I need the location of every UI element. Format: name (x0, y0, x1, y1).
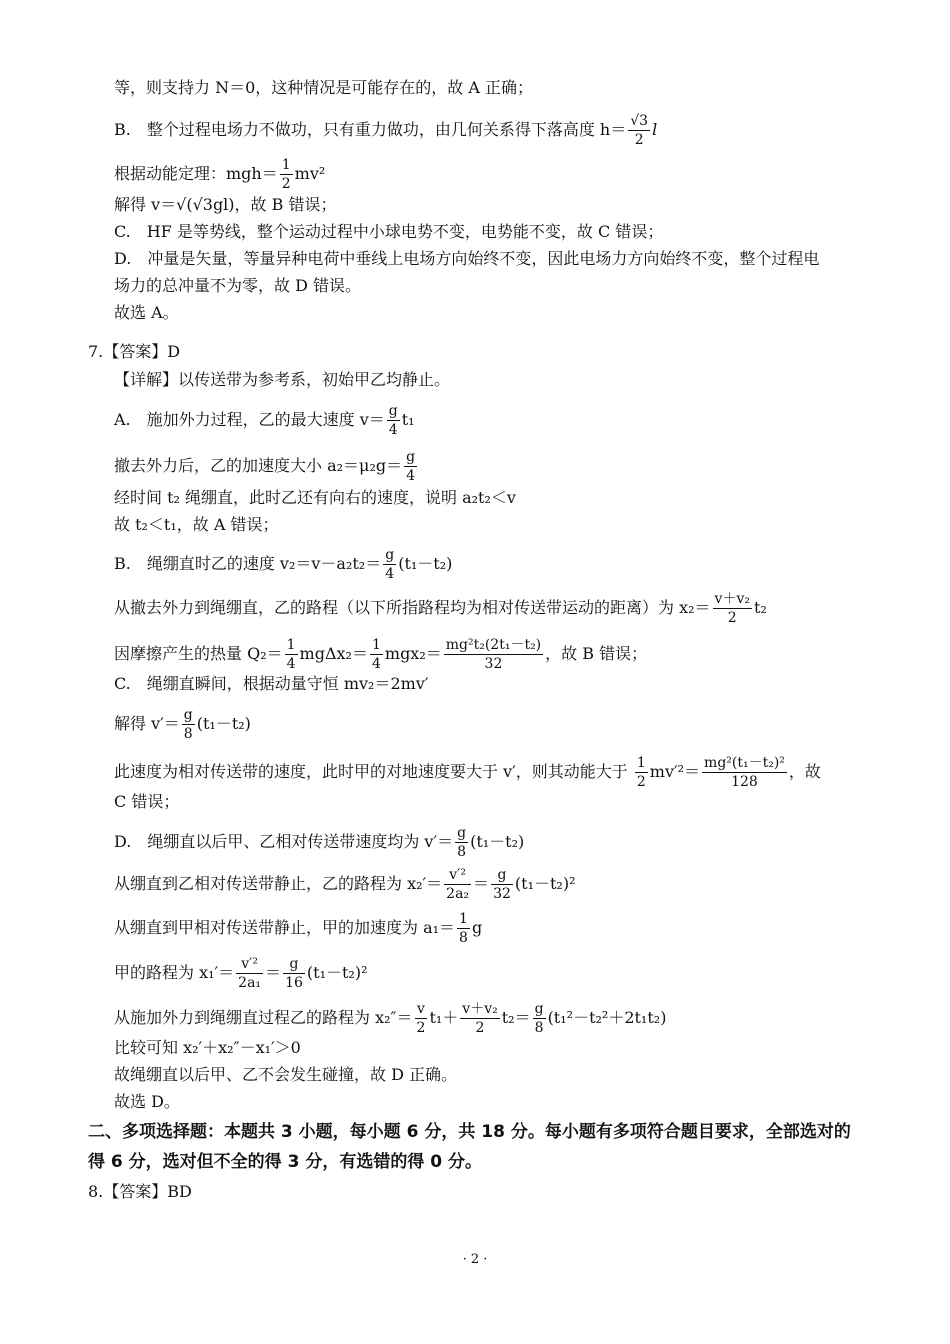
fraction: $\frac{\text{v＋v₂}}{2}$ (714, 591, 750, 626)
text-line: A. 施加外力过程，乙的最大速度 v＝ $\frac{g}{4}$ t₁ (114, 403, 415, 438)
text-line: 从绷直到乙相对传送带静止，乙的路程为 x₂′＝ $\frac{\text{v′²}}{\text{2a₂}}$ ＝ $\frac{g}{32}$ (t₁－t₂)² (114, 867, 576, 902)
text-line: D. 绳绷直以后甲、乙相对传送带速度均为 v′＝ $\frac{g}{8}$ (t₁－t₂) (114, 825, 525, 860)
text-line: 故 t₂＜t₁，故 A 错误； (114, 515, 279, 534)
fraction: $\frac{g}{32}$ (493, 867, 511, 902)
fraction: $\frac{g}{4}$ (388, 403, 398, 438)
fraction: $\frac{g}{4}$ (406, 449, 416, 484)
fraction: $\frac{g}{8}$ (183, 707, 193, 742)
fraction: $\frac{g}{8}$ (457, 825, 467, 860)
text-line: 故选 D。 (114, 1092, 180, 1111)
answer-heading: 7.【答案】D (88, 342, 181, 361)
fraction: $\frac{\text{mg²(t₁－t₂)²}}{128}$ (704, 755, 785, 790)
fraction: $\frac{g}{8}$ (534, 1001, 544, 1036)
text-line: 因摩擦产生的热量 Q₂＝ $\frac{1}{4}$ mgΔx₂＝ $\frac{1}{4}$ mgx₂＝ $\frac{\text{mg²t₂(2t₁－t₂)}}{32}$ ，故 B 错误； (114, 637, 648, 672)
text-line: 等，则支持力 N＝0，这种情况是可能存在的，故 A 正确； (114, 78, 533, 97)
fraction: $\frac{1}{8}$ (459, 911, 468, 946)
text-line: 从绷直到甲相对传送带静止，甲的加速度为 a₁＝ $\frac{1}{8}$ g (114, 911, 483, 946)
text-line: D. 冲量是矢量，等量异种电荷中垂线上电场方向始终不变，因此电场力方向始终不变，整个过程电 (114, 249, 820, 268)
text-line: 场力的总冲量不为零，故 D 错误。 (114, 276, 362, 295)
text-line: C 错误； (114, 792, 180, 811)
fraction: $\frac{√3}{2}$ (630, 113, 649, 148)
fraction: $\frac{1}{4}$ (286, 637, 296, 672)
text-line: 从撤去外力到绳绷直，乙的路程（以下所指路程均为相对传送带运动的距离）为 x₂＝ $\frac{\text{v＋v₂}}{2}$ t₂ (114, 591, 767, 626)
section-heading: 得 6 分，选对但不全的得 3 分，有选错的得 0 分。 (88, 1152, 482, 1172)
text-line: 根据动能定理：mgh＝ $\frac{1}{2}$ mv² (114, 157, 326, 192)
text-line: 故选 A。 (114, 303, 179, 322)
fraction: $\frac{\text{mg²t₂(2t₁－t₂)}}{32}$ (445, 637, 542, 672)
fraction: $\frac{1}{4}$ (371, 637, 381, 672)
fraction: $\frac{v}{2}$ (416, 1001, 426, 1036)
text-line: 故绳绷直以后甲、乙不会发生碰撞，故 D 正确。 (114, 1065, 458, 1084)
fraction: $\frac{1}{2}$ (281, 157, 291, 192)
fraction: $\frac{\text{v′²}}{\text{2a₁}}$ (238, 956, 262, 991)
text-line: 比较可知 x₂′＋x₂″－x₁′＞0 (114, 1038, 301, 1057)
text-line: 甲的路程为 x₁′＝ $\frac{\text{v′²}}{\text{2a₁}}$ ＝ $\frac{g}{16}$ (t₁－t₂)² (114, 956, 368, 991)
fraction: $\frac{\text{v′²}}{\text{2a₂}}$ (446, 867, 470, 902)
text-line: C. HF 是等势线，整个运动过程中小球电势不变，电势能不变，故 C 错误； (114, 222, 664, 241)
text-line: 解得 v′＝ $\frac{g}{8}$ (t₁－t₂) (114, 707, 251, 742)
fraction: $\frac{1}{2}$ (636, 755, 646, 790)
text-line: 撤去外力后，乙的加速度大小 a₂＝μ₂g＝ $\frac{g}{4}$ (114, 449, 416, 484)
fraction: $\frac{g}{16}$ (285, 956, 303, 991)
text-line: C. 绳绷直瞬间，根据动量守恒 mv₂＝2mv′ (114, 674, 429, 693)
fraction: $\frac{g}{4}$ (385, 547, 395, 582)
page-number: · 2 · (462, 1252, 488, 1267)
text-line: 解得 v＝√(√3gl)，故 B 错误； (114, 195, 337, 214)
text-line: B. 绳绷直时乙的速度 v₂＝v－a₂t₂＝ $\frac{g}{4}$ (t₁－t₂) (114, 547, 453, 582)
text-line: 经时间 t₂ 绳绷直，此时乙还有向右的速度，说明 a₂t₂＜v (114, 488, 516, 507)
text-line: 【详解】以传送带为参考系，初始甲乙均静止。 (114, 370, 451, 389)
text-line: 此速度为相对传送带的速度，此时甲的对地速度要大于 v′，则其动能大于 $\frac{1}{2}$ mv′²＝ $\frac{\text{mg²(t₁－t₂)²}}{128}$ ，故 (114, 755, 821, 790)
fraction: $\frac{\text{v＋v₂}}{2}$ (462, 1001, 498, 1036)
text-line: 从施加外力到绳绷直过程乙的路程为 x₂″＝ $\frac{v}{2}$ t₁＋ $\frac{\text{v＋v₂}}{2}$ t₂＝ $\frac{g}{8}$ (t₁²－t₂²＋2t₁t₂) (114, 1001, 667, 1036)
answer-heading: 8.【答案】BD (88, 1182, 192, 1201)
text-line: B. 整个过程电场力不做功，只有重力做功，由几何关系得下落高度 h＝ $\frac{√3}{2}$ l (114, 113, 658, 148)
section-heading: 二、多项选择题：本题共 3 小题，每小题 6 分，共 18 分。每小题有多项符合题目要求，全部选对的 (88, 1122, 851, 1142)
